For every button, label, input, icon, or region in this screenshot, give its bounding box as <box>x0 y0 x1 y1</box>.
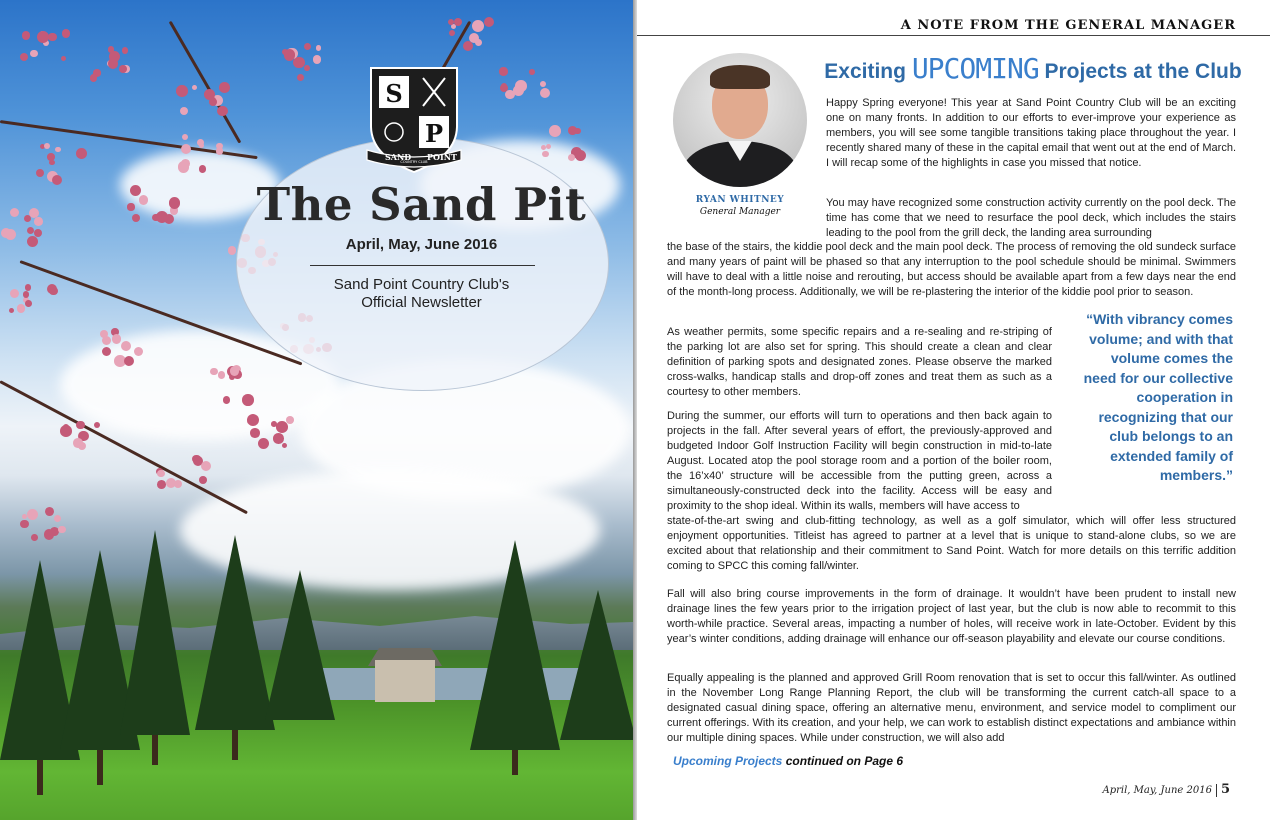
blossom-petal <box>157 470 164 477</box>
blossom-petal <box>27 227 34 234</box>
blossom-petal <box>217 106 227 116</box>
blossom-petal <box>108 58 119 69</box>
blossom-petal <box>199 476 207 484</box>
paragraph-parking: As weather permits, some specific repairs and a re-sealing and re-striping of the parking lot are also set for spring. This should create a clean and clear definition of parking spots and designated zones. Please observe the marked cross-walks, handicap stalls and drop-off zones and treat them as such as a courtesy to other members. <box>667 326 1052 398</box>
blossom-petal <box>122 47 129 54</box>
blossom-petal <box>31 534 38 541</box>
blossom-petal <box>180 107 188 115</box>
page-footer <box>1102 782 1230 797</box>
paragraph-pool-deck: You may have recognized some construction activity currently on the pool deck. The time has come that we need to resurface the pool deck, which includes the stairs leading to the pool from the grill deck, the landing area surrounding <box>826 197 1236 239</box>
blossom-petal <box>9 308 14 313</box>
blossom-petal <box>20 53 29 62</box>
blossom-petal <box>529 69 535 75</box>
issue-date: April, May, June 2016 <box>345 236 498 253</box>
headline-highlight: UPCOMING <box>911 52 1039 85</box>
evergreen-tree <box>470 540 560 750</box>
blossom-petal <box>247 414 259 426</box>
blossom-petal <box>282 443 287 448</box>
blossom-petal <box>30 50 38 58</box>
blossom-petal <box>108 46 115 53</box>
blossom-petal <box>45 507 54 516</box>
blossom-petal <box>76 148 87 159</box>
blossom-petal <box>499 67 507 75</box>
blossom-petal <box>25 284 32 291</box>
blossom-petal <box>139 195 148 204</box>
blossom-petal <box>513 85 524 96</box>
paragraph-intro: Happy Spring everyone! This year at Sand Point Country Club will be an exciting one on many fronts. In addition to our efforts to ever-improve your experience as members, you will see some tangible transitions taking place throughout the year. I recently shared many of these in the capital email that went out at the end of March. I will recap some of the highlights in case you missed that notice. <box>826 97 1236 169</box>
newsletter-title: The Sand Pit <box>256 178 587 231</box>
blossom-petal <box>199 143 204 148</box>
paragraph-golf-facility: During the summer, our efforts will turn to operations and then back again to projects in the fall. After several years of effort, the previously-approved and budgeted Indoor Golf Instruction Facility will begin construction in mid-to-late August. Located atop the pool storage room and a portion of the boiler room, the 16’x40’ structure will be accessible from the putting green, across a simultaneously-constructed deck into the facility. Access will be easy and proximity to the shop ideal. Within its walls, members will have access to <box>667 410 1052 512</box>
blossom-petal <box>472 20 484 32</box>
header-rule <box>637 35 1270 36</box>
evergreen-tree <box>120 530 190 735</box>
blossom-petal <box>58 526 65 533</box>
blossom-petal <box>23 291 30 298</box>
blossom-petal <box>568 154 575 161</box>
blossom-petal <box>54 515 61 522</box>
blossom-petal <box>228 246 237 255</box>
evergreen-tree <box>265 570 335 720</box>
blossom-petal <box>540 81 546 87</box>
headline-post: Projects at the Club <box>1038 60 1242 83</box>
blossom-petal <box>17 304 25 312</box>
blossom-petal <box>182 134 188 140</box>
blossom-petal <box>29 208 39 218</box>
crest-banner-center: COUNTRY CLUB <box>400 160 428 164</box>
crest-letter-p: P <box>424 119 444 148</box>
blossom-petal <box>62 29 70 37</box>
blossom-petal <box>192 85 197 90</box>
blossom-petal <box>44 529 54 539</box>
headline-pre: Exciting <box>824 60 912 83</box>
author-name: RYAN WHITNEY <box>695 195 785 205</box>
evergreen-tree <box>560 590 633 740</box>
paragraph-grill-room: Equally appealing is the planned and approved Grill Room renovation that is set to occur this fall/winter. As outlined in the November Long Range Planning Report, the club will be transforming the current catch-all space to a designated casual dining space, offering an alternative menu, environment, and service model to compliment our current offerings. With its creation, and your help, we can work to establish distinct expectations and ambiance within our multiple dining spaces. While under construction, we will also add <box>667 672 1236 744</box>
blossom-petal <box>304 65 310 71</box>
newsletter-subtitle <box>236 276 607 312</box>
blossom-petal <box>55 147 61 153</box>
blossom-petal <box>178 161 190 173</box>
blossom-petal <box>76 421 84 429</box>
blossom-petal <box>230 366 240 376</box>
blossom-petal <box>276 421 288 433</box>
blossom-petal <box>34 217 43 226</box>
blossom-petal <box>541 145 546 150</box>
blossom-petal <box>176 85 188 97</box>
blossom-petal <box>10 289 19 298</box>
blossom-petal <box>44 143 50 149</box>
author-portrait <box>673 53 807 187</box>
paragraph-pool-deck-cont: the base of the stairs, the kiddie pool deck and the main pool deck. The process of removing the old sundeck surface and many years of paint will be phased so that any interruption to the pool schedule should be minimal. Swimmers will have to deal with a little noise and rerouting, but access should be available apart from a few days near the end of the month-long process. Additionally, we will be re-plastering the interior of the kiddie pool prior to season. <box>667 241 1236 298</box>
blossom-petal <box>174 480 182 488</box>
blossom-petal <box>36 169 44 177</box>
blossom-petal <box>48 33 57 42</box>
blossom-petal <box>47 153 54 160</box>
blossom-petal <box>10 208 19 217</box>
footer-issue: April, May, June 2016 <box>1102 785 1212 796</box>
blossom-petal <box>169 197 181 209</box>
blossom-petal <box>112 334 121 343</box>
blossom-petal <box>313 55 322 64</box>
blossom-petal <box>258 438 270 450</box>
blossom-petal <box>250 428 259 437</box>
blossom-petal <box>157 480 166 489</box>
blossom-petal <box>52 175 62 185</box>
evergreen-tree <box>195 535 275 730</box>
blossom-petal <box>119 65 127 73</box>
blossom-petal <box>304 43 311 50</box>
blossom-petal <box>20 520 28 528</box>
blossom-petal <box>242 394 253 405</box>
blossom-petal <box>297 74 304 81</box>
blossom-petal <box>210 97 216 103</box>
crest-banner-right: POINT <box>427 152 457 162</box>
paragraph-golf-facility-cont: state-of-the-art swing and club-fitting technology, as well as a golf simulator, which will offer less structured enjoyment opportunities. Titleist has agreed to partner at a level that is unique to stand-alone clubs, so we are excited about that relationship and their commitment to Sand Point. Watch for more details on this terrific addition coming to SPCC this coming fall/winter. <box>667 515 1236 572</box>
blossom-petal <box>78 442 86 450</box>
clubhouse <box>375 660 435 702</box>
subtitle-line-2: Official Newsletter <box>361 294 482 311</box>
blossom-petal <box>316 45 322 51</box>
blossom-petal <box>449 30 455 36</box>
blossom-petal <box>94 422 101 429</box>
continued-text: continued on Page 6 <box>782 754 904 768</box>
blossom-petal <box>90 74 97 81</box>
article-page <box>637 0 1270 820</box>
blossom-petal <box>549 125 561 137</box>
blossom-petal <box>132 214 140 222</box>
blossom-petal <box>273 433 284 444</box>
crest-letter-s: S <box>385 79 403 108</box>
blossom-branch <box>169 21 242 144</box>
section-header: A NOTE FROM THE GENERAL MANAGER <box>900 18 1236 33</box>
author-role: General Manager <box>699 207 781 217</box>
paragraph-drainage: Fall will also bring course improvements in the form of drainage. It wouldn’t have been prudent to install new drainage lines the few years prior to the irrigation project of last year, but the club is now able to recommit to this worth-while practice. Several areas, impacting a number of holes, will receive work in late-October. Evident by this year’s winter conditions, adding drainage will enhance our off-season playability and elevate our course conditions. <box>667 588 1236 645</box>
blossom-petal <box>575 150 586 161</box>
blossom-petal <box>27 236 39 248</box>
blossom-petal <box>37 31 49 43</box>
blossom-petal <box>542 151 548 157</box>
title-divider <box>310 265 535 266</box>
cover-photo <box>0 0 633 820</box>
club-crest-logo <box>365 64 463 176</box>
blossom-petal <box>218 371 225 378</box>
blossom-petal <box>223 396 230 403</box>
blossom-petal <box>181 144 191 154</box>
page-number: 5 <box>1220 782 1230 797</box>
blossom-petal <box>25 300 32 307</box>
continued-note <box>673 754 903 768</box>
blossom-petal <box>34 229 42 237</box>
blossom-petal <box>546 144 551 149</box>
blossom-petal <box>219 82 230 93</box>
subtitle-line-1: Sand Point Country Club's <box>333 276 510 293</box>
pull-quote: “With vibrancy comes volume; and with that volume comes the need for our collective cooperation in recognizing that our club belongs to an extended family of members.” <box>1083 311 1233 483</box>
blossom-petal <box>27 509 38 520</box>
blossom-petal <box>47 284 57 294</box>
blossom-petal <box>454 18 462 26</box>
blossom-petal <box>201 461 212 472</box>
blossom-petal <box>22 31 31 40</box>
blossom-petal <box>61 56 66 61</box>
blossom-petal <box>5 229 17 241</box>
article-headline <box>823 52 1243 85</box>
crest-banner-left: SAND <box>385 152 412 162</box>
blossom-petal <box>484 17 495 28</box>
blossom-petal <box>540 88 550 98</box>
continued-link[interactable]: Upcoming Projects <box>673 754 783 768</box>
blossom-petal <box>127 203 134 210</box>
